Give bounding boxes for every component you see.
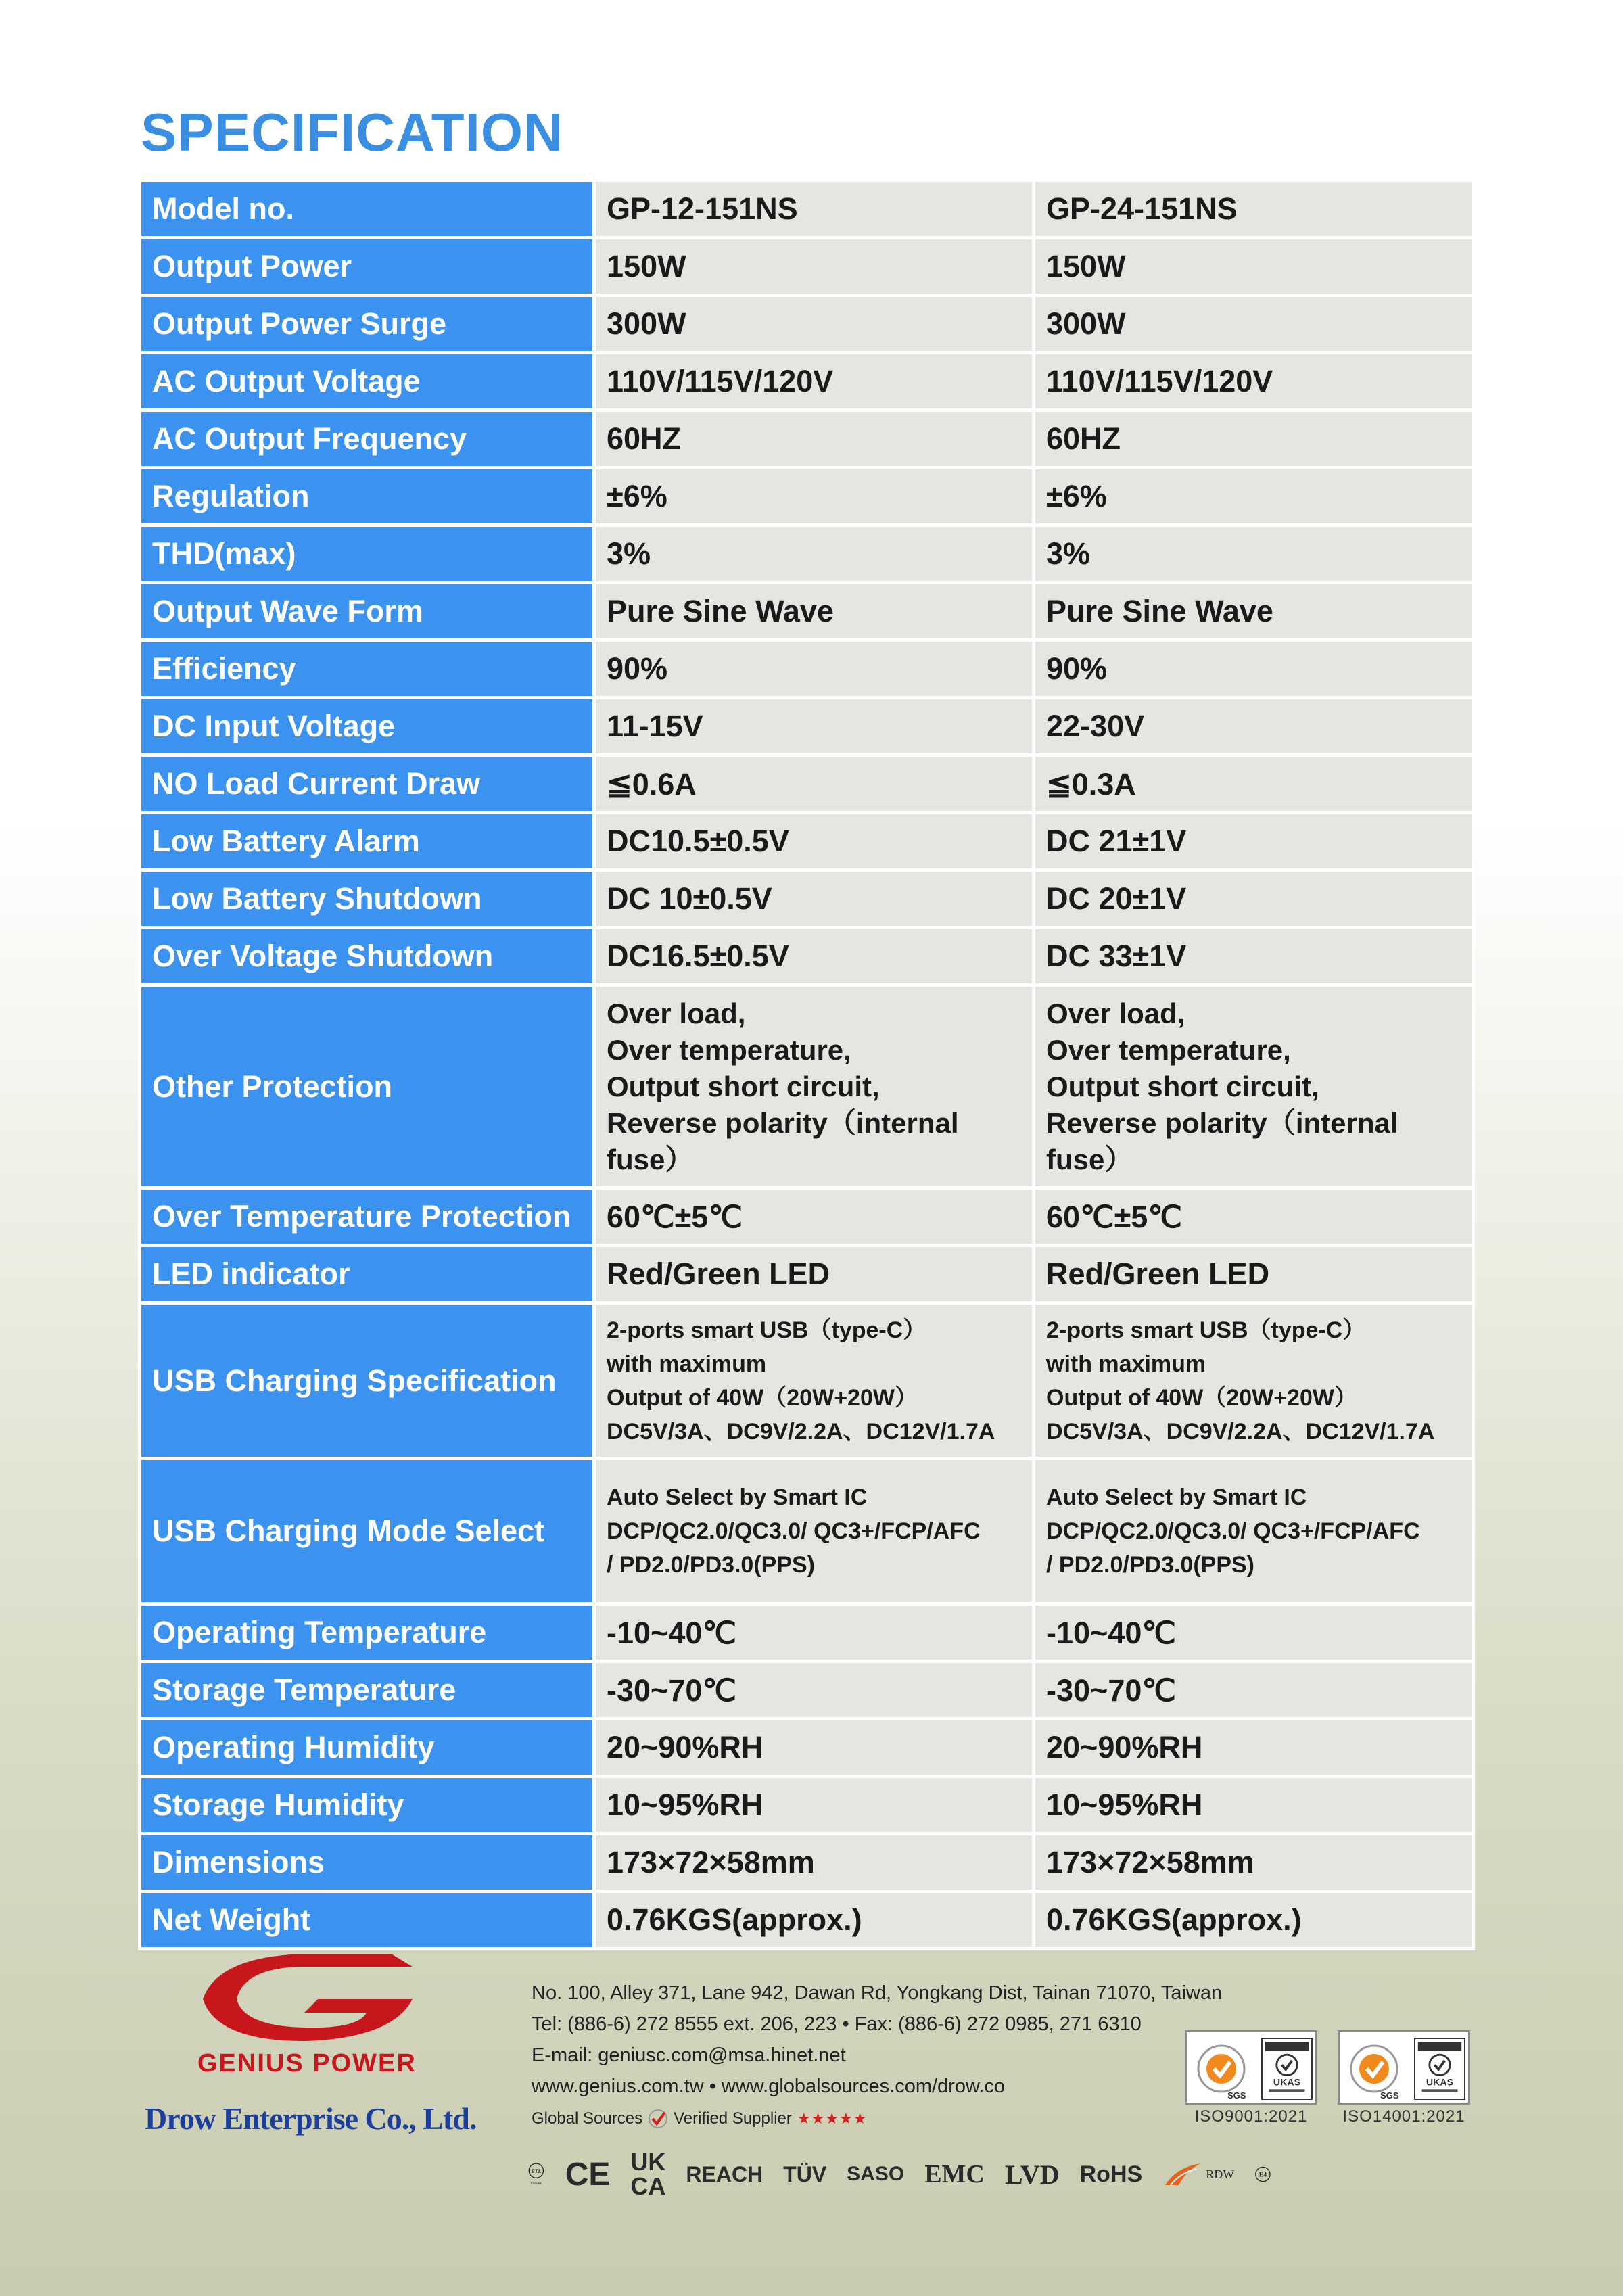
- ce-mark: CE: [565, 2156, 611, 2193]
- table-row: [140, 1188, 1474, 1246]
- spec-value-gp24: -10~40℃: [1034, 1604, 1474, 1662]
- spec-value-gp24: ±6%: [1034, 468, 1474, 525]
- ukca-bottom: CA: [630, 2172, 666, 2200]
- table-row: [140, 1834, 1474, 1892]
- table-row: [140, 985, 1474, 1188]
- reach-mark: REACH: [686, 2161, 763, 2186]
- spec-label: Over Voltage Shutdown: [140, 928, 594, 985]
- spec-label: DC Input Voltage: [140, 698, 594, 755]
- rdw-text: RDW: [1206, 2167, 1235, 2181]
- spec-value-gp24: DC 20±1V: [1034, 870, 1474, 928]
- spec-label: Storage Humidity: [140, 1777, 594, 1834]
- supplier-stars: ★★★★★: [797, 2110, 868, 2127]
- spec-value-gp12: DC 10±0.5V: [594, 870, 1034, 928]
- saso-mark: SASO: [847, 2163, 905, 2185]
- e4-text: E4: [1259, 2171, 1267, 2179]
- spec-value-gp24: 173×72×58mm: [1034, 1834, 1474, 1892]
- table-row: [140, 813, 1474, 870]
- table-row: [140, 928, 1474, 985]
- spec-label: THD(max): [140, 525, 594, 583]
- spec-value-gp12: 150W: [594, 238, 1034, 296]
- sgs-text: SGS: [1380, 2090, 1399, 2100]
- table-row: [140, 1777, 1474, 1834]
- spec-label: Over Temperature Protection: [140, 1188, 594, 1246]
- spec-label: Efficiency: [140, 640, 594, 698]
- compliance-marks: [527, 2144, 1271, 2205]
- spec-value-gp24: 20~90%RH: [1034, 1719, 1474, 1777]
- spec-value-gp24: 110V/115V/120V: [1034, 353, 1474, 411]
- spec-value-gp24: Pure Sine Wave: [1034, 583, 1474, 640]
- spec-value-gp12: 2-ports smart USB（type-C） with maximum Output of 40W（20W+20W） DC5V/3A、DC9V/2.2A、DC12V/1.7A: [594, 1303, 1034, 1459]
- spec-value-gp12: DC16.5±0.5V: [594, 928, 1034, 985]
- spec-value-gp24: 90%: [1034, 640, 1474, 698]
- etl-text: ETL: [531, 2168, 542, 2174]
- table-row: [140, 525, 1474, 583]
- table-row: [140, 353, 1474, 411]
- emc-mark: EMC: [924, 2160, 985, 2188]
- spec-value-gp12: Auto Select by Smart IC DCP/QC2.0/QC3.0/ QC3+/FCP/AFC / PD2.0/PD3.0(PPS): [594, 1459, 1034, 1604]
- table-row: [140, 698, 1474, 755]
- spec-value-gp12: DC10.5±0.5V: [594, 813, 1034, 870]
- checkmark-icon: [648, 2109, 668, 2129]
- spec-value-gp24: -30~70℃: [1034, 1662, 1474, 1719]
- spec-label: Regulation: [140, 468, 594, 525]
- spec-table-body: [140, 181, 1474, 1949]
- phone-fax: Tel: (886-6) 272 8555 ext. 206, 223 • Fax: (886-6) 272 0985, 271 6310: [532, 2013, 1142, 2035]
- spec-label: AC Output Voltage: [140, 353, 594, 411]
- spec-value-gp12: GP-12-151NS: [594, 181, 1034, 238]
- spec-label: Operating Temperature: [140, 1604, 594, 1662]
- spec-label: Model no.: [140, 181, 594, 238]
- spec-label: Operating Humidity: [140, 1719, 594, 1777]
- spec-value-gp12: Pure Sine Wave: [594, 583, 1034, 640]
- spec-value-gp12: 110V/115V/120V: [594, 353, 1034, 411]
- spec-value-gp24: DC 33±1V: [1034, 928, 1474, 985]
- iso9001-label: ISO9001:2021: [1194, 2107, 1308, 2126]
- table-row: [140, 1246, 1474, 1303]
- spec-value-gp12: 173×72×58mm: [594, 1834, 1034, 1892]
- spec-table: [138, 179, 1475, 1950]
- verified-supplier: [532, 2103, 1208, 2134]
- spec-value-gp24: 60HZ: [1034, 411, 1474, 468]
- spec-value-gp24: Red/Green LED: [1034, 1246, 1474, 1303]
- spec-value-gp24: 2-ports smart USB（type-C） with maximum Output of 40W（20W+20W） DC5V/3A、DC9V/2.2A、DC12V/1.7A: [1034, 1303, 1474, 1459]
- etl-mark-icon: [527, 2146, 545, 2203]
- spec-value-gp24: GP-24-151NS: [1034, 181, 1474, 238]
- address: No. 100, Alley 371, Lane 942, Dawan Rd, Yongkang Dist, Tainan 71070, Taiwan: [532, 1982, 1223, 2004]
- spec-label: USB Charging Specification: [140, 1303, 594, 1459]
- rdw-swoosh-icon: [1162, 2161, 1203, 2188]
- spec-value-gp12: ≦0.6A: [594, 755, 1034, 813]
- ukca-top: UK: [630, 2148, 666, 2176]
- spec-value-gp12: 60HZ: [594, 411, 1034, 468]
- table-row: [140, 411, 1474, 468]
- table-row: [140, 468, 1474, 525]
- spec-value-gp24: 10~95%RH: [1034, 1777, 1474, 1834]
- spec-label: Other Protection: [140, 985, 594, 1188]
- iso14001-label: ISO14001:2021: [1342, 2107, 1465, 2126]
- spec-label: Output Power Surge: [140, 296, 594, 353]
- spec-value-gp24: ≦0.3A: [1034, 755, 1474, 813]
- spec-label: Low Battery Alarm: [140, 813, 594, 870]
- spec-value-gp12: -10~40℃: [594, 1604, 1034, 1662]
- spec-value-gp24: 22-30V: [1034, 698, 1474, 755]
- table-row: [140, 1303, 1474, 1459]
- supplier-suffix: Verified Supplier: [674, 2109, 792, 2128]
- table-row: [140, 1604, 1474, 1662]
- table-row: [140, 181, 1474, 238]
- ukas-text: UKAS: [1426, 2077, 1454, 2088]
- spec-label: AC Output Frequency: [140, 411, 594, 468]
- spec-value-gp12: 10~95%RH: [594, 1777, 1034, 1834]
- spec-value-gp24: 300W: [1034, 296, 1474, 353]
- lvd-mark: LVD: [1004, 2159, 1060, 2190]
- spec-value-gp24: DC 21±1V: [1034, 813, 1474, 870]
- spec-value-gp24: 60℃±5℃: [1034, 1188, 1474, 1246]
- sgs-icon: [1192, 2042, 1250, 2100]
- table-row: [140, 1892, 1474, 1949]
- spec-value-gp24: 0.76KGS(approx.): [1034, 1892, 1474, 1949]
- sgs-text: SGS: [1227, 2090, 1246, 2100]
- spec-label: Net Weight: [140, 1892, 594, 1949]
- e4-mark-icon: [1254, 2155, 1271, 2193]
- spec-label: NO Load Current Draw: [140, 755, 594, 813]
- spec-value-gp12: 300W: [594, 296, 1034, 353]
- table-row: [140, 640, 1474, 698]
- ukas-icon: [1261, 2038, 1313, 2100]
- spec-label: LED indicator: [140, 1246, 594, 1303]
- spec-value-gp12: ±6%: [594, 468, 1034, 525]
- contact-info: [532, 1977, 1223, 2134]
- company-name: Drow Enterprise Co., Ltd.: [145, 2101, 477, 2136]
- table-row: [140, 1662, 1474, 1719]
- rohs-mark: RoHS: [1079, 2161, 1143, 2187]
- spec-label: Output Power: [140, 238, 594, 296]
- table-row: [140, 870, 1474, 928]
- spec-value-gp24: 3%: [1034, 525, 1474, 583]
- tuv-mark: TÜV: [783, 2161, 827, 2186]
- sgs-icon: [1345, 2042, 1403, 2100]
- brand-name: GENIUS POWER: [197, 2049, 417, 2078]
- intertek-text: Intertek: [530, 2182, 542, 2186]
- spec-value-gp12: 11-15V: [594, 698, 1034, 755]
- spec-value-gp12: 3%: [594, 525, 1034, 583]
- spec-value-gp12: 0.76KGS(approx.): [594, 1892, 1034, 1949]
- email-link[interactable]: E-mail: geniusc.com@msa.hinet.net: [532, 2044, 846, 2066]
- spec-value-gp24: 150W: [1034, 238, 1474, 296]
- table-row: [140, 296, 1474, 353]
- spec-value-gp12: Red/Green LED: [594, 1246, 1034, 1303]
- iso14001-badge: [1338, 2030, 1470, 2105]
- spec-label: Storage Temperature: [140, 1662, 594, 1719]
- genius-power-logo-icon: [189, 1946, 419, 2048]
- website-links[interactable]: www.genius.com.tw • www.globalsources.com/drow.co: [532, 2076, 1005, 2097]
- table-row: [140, 1719, 1474, 1777]
- spec-value-gp12: 20~90%RH: [594, 1719, 1034, 1777]
- spec-value-gp24: Auto Select by Smart IC DCP/QC2.0/QC3.0/ QC3+/FCP/AFC / PD2.0/PD3.0(PPS): [1034, 1459, 1474, 1604]
- page-title: SPECIFICATION: [141, 102, 563, 162]
- table-row: [140, 1459, 1474, 1604]
- spec-value-gp24: Over load, Over temperature, Output short circuit, Reverse polarity（internal fuse）: [1034, 985, 1474, 1188]
- spec-label: Dimensions: [140, 1834, 594, 1892]
- supplier-prefix: Global Sources: [532, 2109, 643, 2128]
- spec-label: Output Wave Form: [140, 583, 594, 640]
- table-row: [140, 238, 1474, 296]
- spec-value-gp12: Over load, Over temperature, Output short circuit, Reverse polarity（internal fuse）: [594, 985, 1034, 1188]
- rdw-mark: [1162, 2161, 1234, 2188]
- spec-value-gp12: 90%: [594, 640, 1034, 698]
- table-row: [140, 755, 1474, 813]
- spec-label: USB Charging Mode Select: [140, 1459, 594, 1604]
- spec-value-gp12: -30~70℃: [594, 1662, 1034, 1719]
- iso9001-badge: [1185, 2030, 1317, 2105]
- spec-value-gp12: 60℃±5℃: [594, 1188, 1034, 1246]
- ukas-text: UKAS: [1273, 2077, 1301, 2088]
- ukas-icon: [1414, 2038, 1465, 2100]
- spec-label: Low Battery Shutdown: [140, 870, 594, 928]
- ukca-mark: [630, 2150, 665, 2199]
- table-row: [140, 583, 1474, 640]
